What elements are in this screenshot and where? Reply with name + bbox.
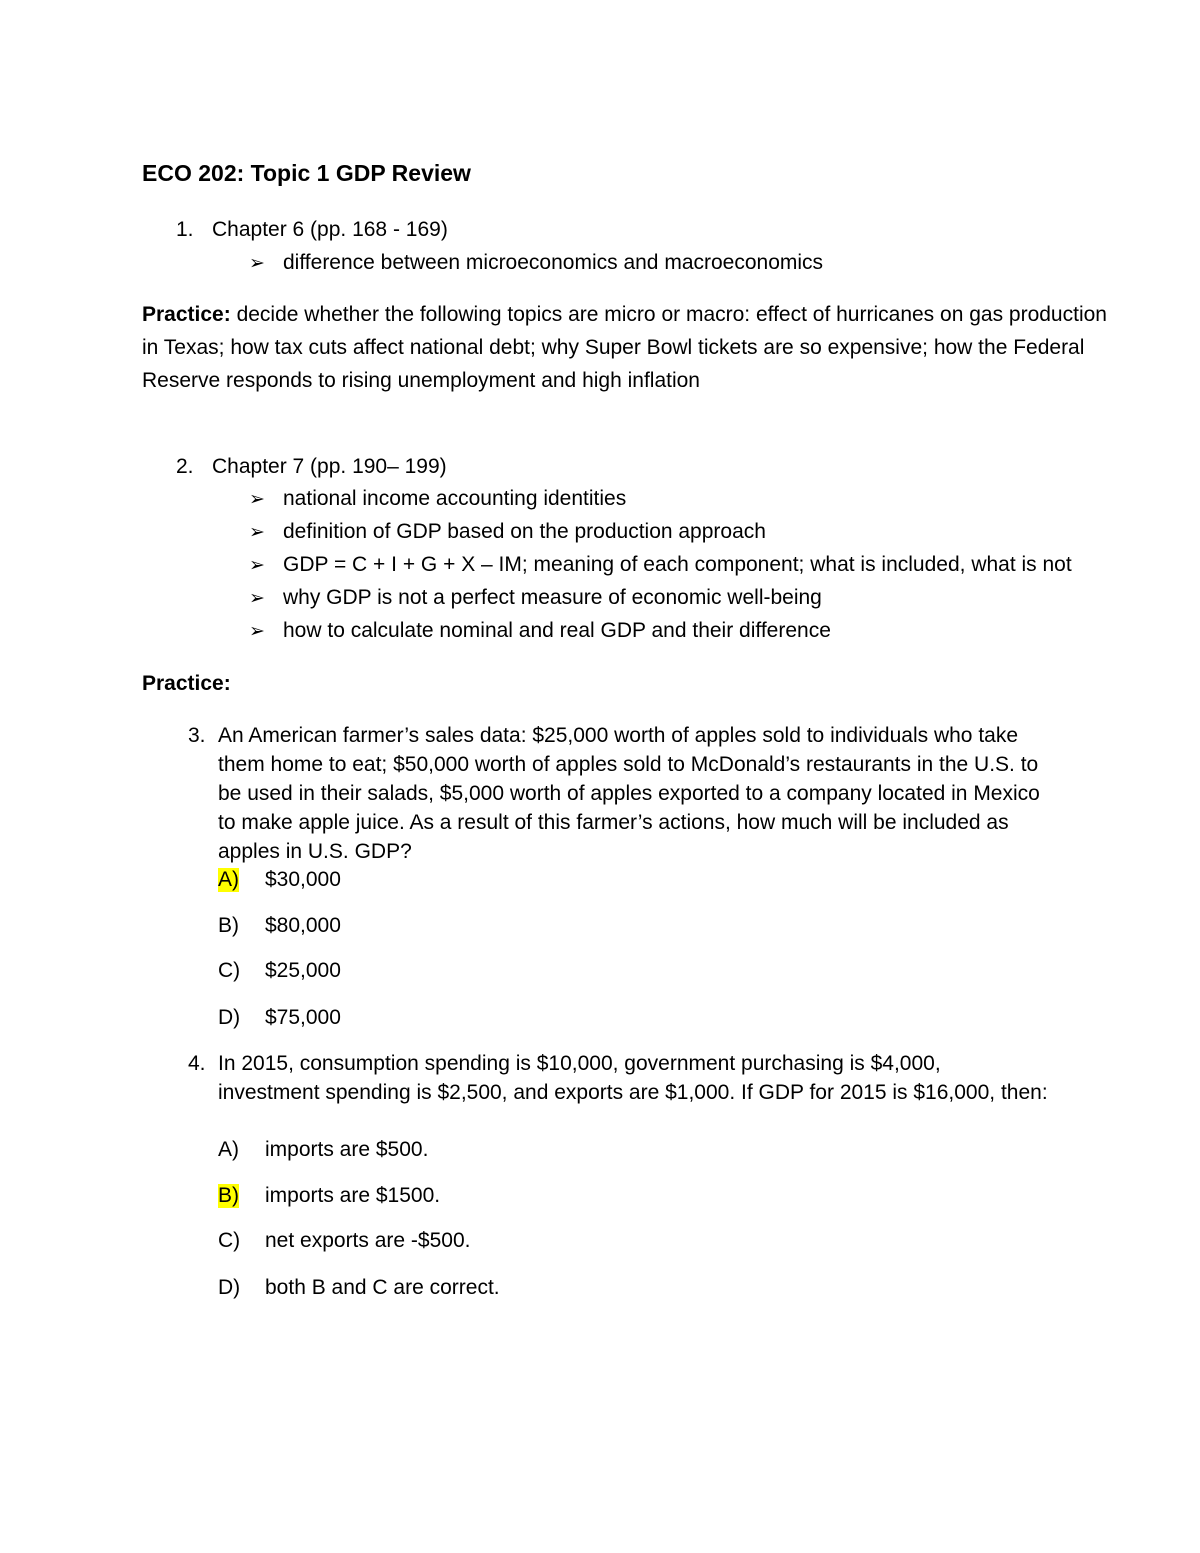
- section-2-bullet: why GDP is not a perfect measure of economic well-being: [283, 586, 822, 609]
- q3-option-b-text: $80,000: [265, 914, 341, 937]
- q4-option-b-text: imports are $1500.: [265, 1184, 441, 1207]
- section-2-bullet: definition of GDP based on the production approach: [283, 520, 766, 543]
- bullet-arrow-icon: ➢: [249, 621, 265, 642]
- question-4-number: 4.: [188, 1052, 206, 1075]
- q4-option-b-letter: B): [218, 1184, 239, 1207]
- practice-paragraph: [142, 298, 1122, 397]
- q3-option-a-text: $30,000: [265, 868, 341, 891]
- section-2-bullet: how to calculate nominal and real GDP and their difference: [283, 619, 831, 642]
- practice-label-2: Practice:: [142, 672, 231, 695]
- section-1-heading: Chapter 6 (pp. 168 - 169): [212, 218, 448, 241]
- q4-option-c-letter: C): [218, 1229, 241, 1252]
- question-3-text: An American farmer’s sales data: $25,000 worth of apples sold to individuals who take them home to eat; $50,000 worth of apples sold to McDonald’s restaurants in the U.S. to be used in their salads, $5,000 worth of apples exported to a company located in Mexico to make apple juice. As a result of this farmer’s actions, how much will be included as apples in U.S. GDP?: [218, 724, 1040, 863]
- bullet-arrow-icon: ➢: [249, 489, 265, 510]
- bullet-arrow-icon: ➢: [249, 522, 265, 543]
- bullet-arrow-icon: ➢: [249, 555, 265, 576]
- page-title: ECO 202: Topic 1 GDP Review: [142, 160, 471, 186]
- section-1-number: 1.: [176, 218, 194, 241]
- q4-option-d-text: both B and C are correct.: [265, 1276, 500, 1299]
- bullet-arrow-icon: ➢: [249, 253, 265, 274]
- section-2-heading: Chapter 7 (pp. 190– 199): [212, 455, 447, 478]
- q3-option-b-letter: B): [218, 914, 239, 937]
- q3-option-c-text: $25,000: [265, 959, 341, 982]
- q3-option-d-text: $75,000: [265, 1006, 341, 1029]
- section-2-bullet: national income accounting identities: [283, 487, 627, 510]
- q3-option-d-letter: D): [218, 1006, 241, 1029]
- question-3-number: 3.: [188, 724, 206, 747]
- section-2-bullet: GDP = C + I + G + X – IM; meaning of each component; what is included, what is not: [283, 553, 1072, 576]
- q4-option-a-letter: A): [218, 1138, 239, 1161]
- practice-text: decide whether the following topics are micro or macro: effect of hurricanes on gas production in Texas; how tax cuts affect national debt; why Super Bowl tickets are so expensive; how the Federal Reserve responds to rising unemployment and high inflation: [142, 303, 1107, 392]
- q3-option-a-letter: A): [218, 868, 239, 891]
- q4-option-a-text: imports are $500.: [265, 1138, 429, 1161]
- q4-option-d-letter: D): [218, 1276, 241, 1299]
- section-2-number: 2.: [176, 455, 194, 478]
- q4-option-c-text: net exports are -$500.: [265, 1229, 471, 1252]
- question-4-text: In 2015, consumption spending is $10,000, government purchasing is $4,000, investment spending is $2,500, and exports are $1,000. If GDP for 2015 is $16,000, then:: [218, 1052, 1048, 1104]
- bullet-arrow-icon: ➢: [249, 588, 265, 609]
- q3-option-c-letter: C): [218, 959, 241, 982]
- practice-label: Practice:: [142, 303, 231, 326]
- section-1-bullet: difference between microeconomics and macroeconomics: [283, 251, 824, 274]
